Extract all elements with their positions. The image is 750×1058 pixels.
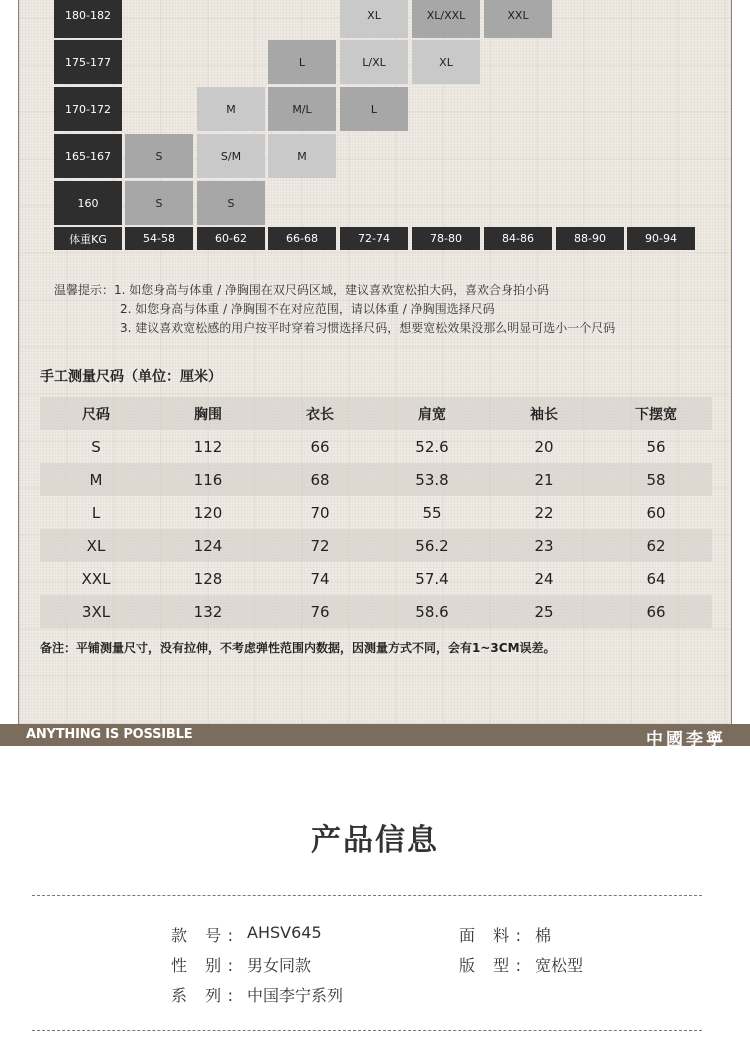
info-fabric — [459, 923, 551, 946]
table-cell: S — [91, 437, 101, 456]
size-cell: S — [197, 181, 265, 225]
table-cell: 56 — [646, 437, 666, 456]
weight-label: 90-94 — [627, 227, 695, 250]
header-cell: 袖长 — [530, 406, 558, 423]
table-cell: L — [91, 503, 101, 522]
size-cell: S/M — [197, 134, 265, 178]
size-cell: S — [125, 134, 193, 178]
table-cell: 21 — [534, 470, 554, 489]
table-cell: 60 — [646, 503, 666, 522]
table-cell: XXL — [81, 569, 111, 588]
table-cell: 116 — [193, 470, 223, 489]
table-cell: 52.6 — [415, 437, 449, 456]
info-style-number — [171, 923, 322, 946]
size-cell: XXL — [484, 0, 552, 38]
table-cell: 62 — [646, 536, 666, 555]
size-cell: XL/XXL — [412, 0, 480, 38]
measure-table — [40, 397, 712, 628]
size-cell: M — [268, 134, 336, 178]
size-cell: M — [197, 87, 265, 131]
size-cell: L — [340, 87, 408, 131]
info-value: 男女同款 — [247, 956, 312, 975]
weight-label: 72-74 — [340, 227, 408, 250]
weight-label: 84-86 — [484, 227, 552, 250]
info-label: 款 号: — [171, 926, 233, 945]
weight-label: 66-68 — [268, 227, 336, 250]
table-cell: 64 — [646, 569, 666, 588]
info-fit — [459, 953, 583, 976]
table-cell: 124 — [193, 536, 223, 555]
table-row — [40, 463, 712, 496]
table-cell: 120 — [193, 503, 223, 522]
info-value: 宽松型 — [535, 956, 584, 975]
height-label: 175-177 — [54, 40, 122, 84]
brand-bar — [0, 724, 750, 750]
table-cell: 55 — [422, 503, 442, 522]
header-cell: 尺码 — [82, 406, 110, 423]
table-cell: 22 — [534, 503, 554, 522]
info-gender — [171, 953, 311, 976]
height-label: 160 — [54, 181, 122, 225]
size-cell: L/XL — [340, 40, 408, 84]
table-row — [40, 595, 712, 628]
table-row — [40, 430, 712, 463]
table-cell: 66 — [310, 437, 330, 456]
info-series — [171, 983, 343, 1006]
table-cell: 20 — [534, 437, 554, 456]
divider-bottom — [32, 1030, 702, 1031]
tip-line-1: 温馨提示：1. 如您身高与体重 / 净胸围在双尺码区域，建议喜欢宽松拍大码，喜欢合身拍小码 — [54, 283, 549, 297]
brand-logo: 中國李寧 — [646, 730, 726, 750]
table-cell: 76 — [310, 602, 330, 621]
table-cell: XL — [86, 536, 106, 555]
table-cell: 112 — [193, 437, 223, 456]
product-info-title: 产品信息 — [311, 823, 439, 858]
table-cell: 24 — [534, 569, 554, 588]
divider-top — [32, 895, 702, 896]
table-cell: 58.6 — [415, 602, 449, 621]
table-cell: 53.8 — [415, 470, 449, 489]
table-row — [40, 562, 712, 595]
table-cell: 3XL — [81, 602, 111, 621]
size-tips — [54, 281, 615, 338]
info-label: 性 别: — [171, 956, 233, 975]
size-cell: M/L — [268, 87, 336, 131]
brand-slogan: ANYTHING IS POSSIBLE — [26, 727, 193, 742]
table-cell: 57.4 — [415, 569, 449, 588]
table-cell: 58 — [646, 470, 666, 489]
table-cell: 128 — [193, 569, 223, 588]
weight-label: 60-62 — [197, 227, 265, 250]
height-label: 165-167 — [54, 134, 122, 178]
header-cell: 胸围 — [194, 406, 222, 423]
info-label: 面 料: — [459, 926, 521, 945]
size-cell: S — [125, 181, 193, 225]
table-row — [40, 496, 712, 529]
table-cell: 72 — [310, 536, 330, 555]
weight-label: 78-80 — [412, 227, 480, 250]
weight-axis-label: 体重KG — [54, 227, 122, 250]
table-cell: 23 — [534, 536, 554, 555]
header-cell: 下摆宽 — [635, 406, 677, 423]
table-cell: 74 — [310, 569, 330, 588]
size-cell: L — [268, 40, 336, 84]
height-label: 170-172 — [54, 87, 122, 131]
header-cell: 衣长 — [306, 406, 334, 423]
info-label: 版 型: — [459, 956, 521, 975]
table-row — [40, 529, 712, 562]
table-cell: 132 — [193, 602, 223, 621]
tip-line-2: 2. 如您身高与体重 / 净胸围不在对应范围，请以体重 / 净胸围选择尺码 — [120, 302, 495, 316]
info-value: 棉 — [535, 926, 552, 945]
table-cell: 70 — [310, 503, 330, 522]
info-label: 系 列: — [171, 986, 233, 1005]
table-cell: 68 — [310, 470, 330, 489]
info-value: AHSV645 — [247, 923, 322, 942]
weight-label: 54-58 — [125, 227, 193, 250]
measure-header-row — [40, 397, 712, 430]
height-label: 180-182 — [54, 0, 122, 38]
info-value: 中国李宁系列 — [247, 986, 344, 1005]
measure-title: 手工测量尺码（单位：厘米） — [40, 369, 222, 385]
table-cell: 25 — [534, 602, 554, 621]
weight-label: 88-90 — [556, 227, 624, 250]
table-cell: M — [89, 470, 103, 489]
measure-note: 备注：平铺测量尺寸，没有拉伸，不考虑弹性范围内数据，因测量方式不同，会有1~3CM误差。 — [40, 641, 556, 655]
size-cell: XL — [340, 0, 408, 38]
header-cell: 肩宽 — [418, 406, 446, 423]
table-cell: 56.2 — [415, 536, 449, 555]
size-cell: XL — [412, 40, 480, 84]
table-cell: 66 — [646, 602, 666, 621]
tip-line-3: 3. 建议喜欢宽松感的用户按平时穿着习惯选择尺码，想要宽松效果没那么明显可选小一个尺码 — [120, 321, 616, 335]
